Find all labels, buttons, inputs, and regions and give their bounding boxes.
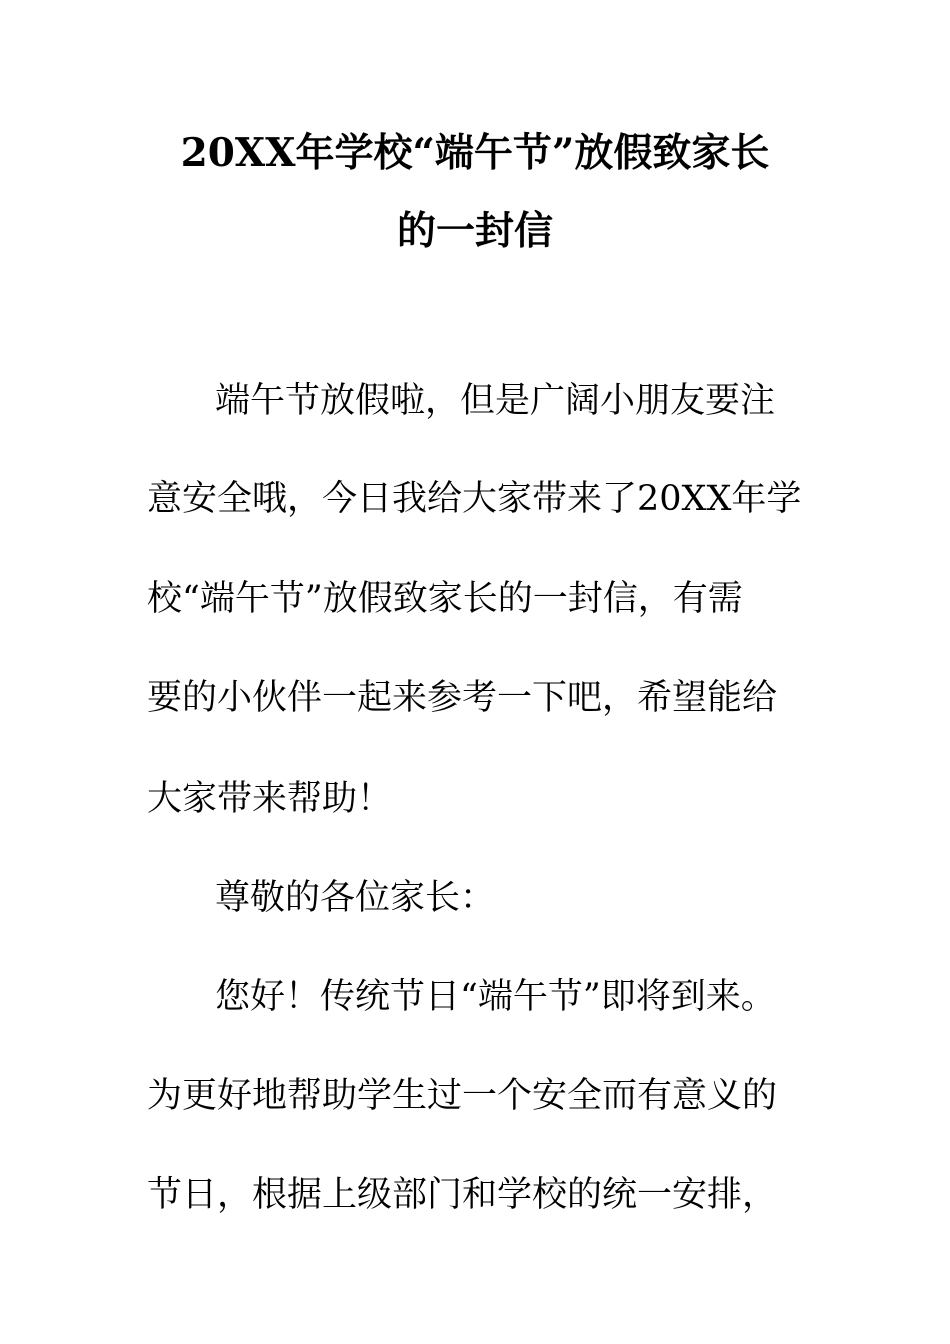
body-line-2: 意安全哦，今日我给大家带来了20XX年学 [147,479,802,519]
body-line-4: 要的小伙伴一起来参考一下吧，希望能给 [147,678,778,718]
body-line-5: 大家带来帮助！ [147,779,393,819]
document-title-line-2: 的一封信 [396,208,553,254]
body-line-1: 端午节放假啦，但是广阔小朋友要注 [215,381,776,421]
body-line-7: 您好！传统节日“端午节”即将到来。 [215,977,776,1017]
body-line-9: 节日，根据上级部门和学校的统一安排， [147,1175,778,1215]
body-line-3: 校“端午节”放假致家长的一封信，有需 [147,579,743,619]
salutation-line: 尊敬的各位家长： [215,878,496,918]
body-line-8: 为更好地帮助学生过一个安全而有意义的 [147,1076,778,1116]
document-title-line-1: 20XX年学校“端午节”放假致家长 [180,130,770,176]
